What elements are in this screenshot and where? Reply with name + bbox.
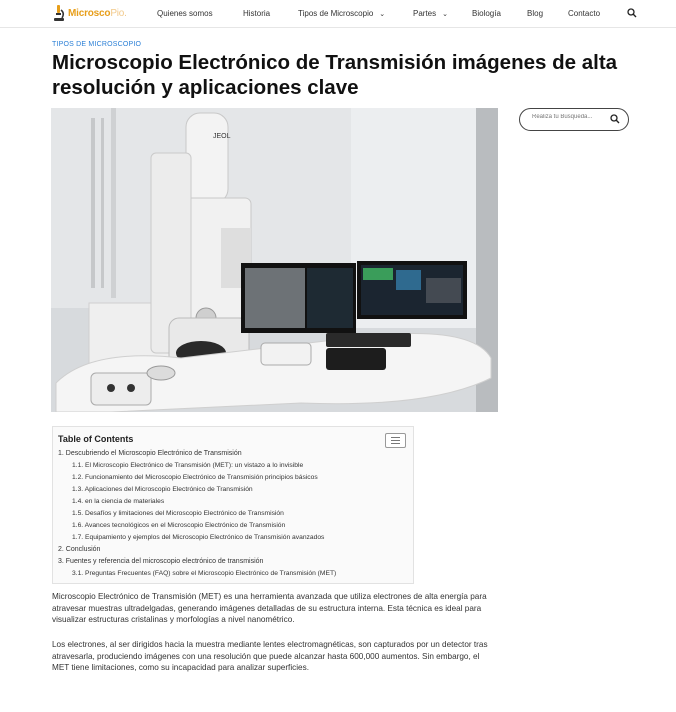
toc-item[interactable]: 1.7. Equipamiento y ejemplos del Microscopio Electrónico de Transmisión avanzados bbox=[72, 534, 325, 541]
toc-item[interactable]: 1.1. El Microscopio Electrónico de Transmisión (MET): un vistazo a lo invisible bbox=[72, 462, 304, 469]
nav-quienes-somos[interactable]: Quienes somos bbox=[157, 9, 213, 18]
hero-image bbox=[51, 108, 498, 412]
nav-partes[interactable] bbox=[413, 9, 448, 18]
page-title: Microscopio Electrónico de Transmisión imágenes de alta resolución y aplicaciones clave bbox=[52, 51, 618, 99]
search-input[interactable] bbox=[532, 114, 602, 120]
post-category[interactable]: TIPOS DE MICROSCOPIO bbox=[52, 41, 142, 48]
nav-contacto[interactable]: Contacto bbox=[568, 9, 601, 18]
toc-item[interactable]: 1.5. Desafíos y limitaciones del Microscopio Electrónico de Transmisión bbox=[72, 510, 284, 517]
hero-jeol-label: JEOL bbox=[213, 133, 231, 140]
microscope-logo-icon bbox=[52, 4, 66, 22]
nav-biologia[interactable]: Biología bbox=[472, 9, 501, 18]
toc-item[interactable]: 1.6. Avances tecnológicos en el Microscopio Electrónico de Transmisión bbox=[72, 522, 286, 529]
article-paragraph: Microscopio Electrónico de Transmisión (MET) es una herramienta avanzada que utiliza electrones de alta energía para atravesar muestras ultradelgadas, generando imágenes detalladas de su estructura interna. Esta técnica es ideal para visualizar estructuras cristalinas y morfologías a nivel nanométrico. bbox=[52, 592, 487, 625]
toc-item[interactable]: 1.3. Aplicaciones del Microscopio Electrónico de Transmisión bbox=[72, 486, 253, 493]
toc-title: Table of Contents bbox=[58, 434, 134, 444]
nav-tipos-de-microscopio[interactable] bbox=[298, 9, 385, 18]
table-of-contents bbox=[52, 426, 414, 584]
toc-item[interactable]: 2. Conclusión bbox=[58, 546, 101, 553]
toc-item[interactable]: 3. Fuentes y referencia del microscopio electrónico de transmisión bbox=[58, 558, 264, 565]
chevron-down-icon: ⌄ bbox=[442, 11, 448, 18]
sidebar-search bbox=[519, 108, 629, 131]
nav-label: Partes bbox=[413, 9, 437, 18]
nav-historia[interactable]: Historia bbox=[243, 9, 271, 18]
toc-item[interactable]: 1.4. en la ciencia de materiales bbox=[72, 498, 165, 505]
nav-blog[interactable]: Blog bbox=[527, 9, 544, 18]
chevron-down-icon: ⌄ bbox=[379, 11, 386, 18]
search-icon[interactable] bbox=[627, 8, 637, 18]
logo-wordmark: MicroscoPio. bbox=[68, 7, 127, 19]
toc-item[interactable]: 1. Descubriendo el Microscopio Electrónico de Transmisión bbox=[58, 450, 242, 457]
nav-label: Tipos de Microscopio bbox=[298, 9, 374, 18]
site-header bbox=[0, 0, 676, 28]
list-icon bbox=[386, 434, 405, 447]
toc-toggle-button[interactable] bbox=[385, 433, 406, 448]
article-paragraph: Los electrones, al ser dirigidos hacia la muestra mediante lentes electromagnéticas, son capturados por un detector tras atravesarla, produciendo imágenes con una resolución que puede alcanzar hasta 600,000 aumentos. Sin embargo, el MET tiene limitaciones, como su incapacidad para analizar superficies. bbox=[52, 640, 488, 673]
search-icon[interactable] bbox=[610, 114, 620, 124]
site-logo[interactable] bbox=[52, 4, 127, 22]
toc-item[interactable]: 3.1. Preguntas Frecuentes (FAQ) sobre el Microscopio Electrónico de Transmisión (MET) bbox=[72, 570, 337, 577]
toc-item[interactable]: 1.2. Funcionamiento del Microscopio Electrónico de Transmisión principios básicos bbox=[72, 474, 318, 481]
